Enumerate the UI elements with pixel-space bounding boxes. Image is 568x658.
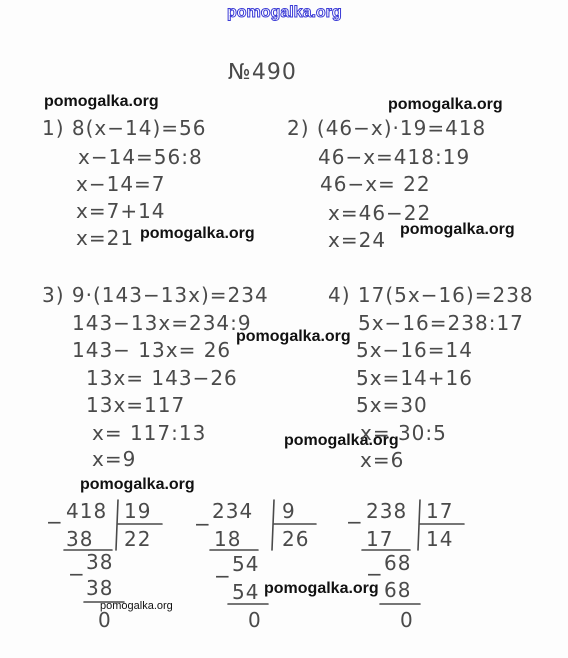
division-1-subtrahend: 38 xyxy=(86,576,114,600)
problem-3-step: 13x=117 xyxy=(86,393,186,417)
problem-3-step: x= 117:13 xyxy=(92,421,207,445)
division-3-subtrahend: 17 xyxy=(366,527,394,551)
division-3-remainder: 68 xyxy=(384,551,412,575)
division-1-quotient: 22 xyxy=(124,527,152,551)
division-2-remainder: 54 xyxy=(232,552,260,576)
division-2-subtrahend: 54 xyxy=(232,580,260,604)
problem-4-answer: x=6 xyxy=(360,448,405,472)
problem-3-answer: x=9 xyxy=(92,447,137,471)
division-1-result: 0 xyxy=(98,608,112,632)
watermark: pomogalka.org xyxy=(400,221,515,238)
division-1-divisor: 19 xyxy=(124,499,152,523)
watermark-small: pomogalka.org xyxy=(100,600,173,612)
watermark-top[interactable]: pomogalka.org xyxy=(227,4,342,21)
problem-1-step: x=7+14 xyxy=(76,199,166,223)
division-3-minus: − xyxy=(366,562,384,586)
watermark: pomogalka.org xyxy=(44,93,159,110)
division-2-divisor: 9 xyxy=(282,499,296,523)
division-3-result: 0 xyxy=(400,608,414,632)
problem-1-step: x−14=7 xyxy=(76,172,166,196)
division-3-subtrahend: 68 xyxy=(384,578,412,602)
division-2-minus: − xyxy=(214,564,232,588)
division-1-remainder: 38 xyxy=(86,550,114,574)
division-3-quotient: 14 xyxy=(426,527,454,551)
problem-2-step: 46−x= 22 xyxy=(320,172,431,196)
problem-4-equation: 4) 17(5x−16)=238 xyxy=(328,283,534,307)
division-2-minus: − xyxy=(194,512,212,536)
division-3-dividend: 238 xyxy=(366,499,408,523)
watermark: pomogalka.org xyxy=(236,328,351,345)
division-1-dividend: 418 xyxy=(66,499,108,523)
problem-4-step: 5x=14+16 xyxy=(356,366,473,390)
problem-1-step: x−14=56:8 xyxy=(78,145,203,169)
problem-2-step: x=46−22 xyxy=(328,201,432,225)
problem-4-step: 5x=30 xyxy=(356,393,428,417)
division-1-minus: − xyxy=(68,562,86,586)
problem-3-step: 13x= 143−26 xyxy=(86,366,238,390)
division-1-subtrahend: 38 xyxy=(66,527,94,551)
division-2-quotient: 26 xyxy=(282,527,310,551)
watermark: pomogalka.org xyxy=(264,580,379,597)
division-2-subtrahend: 18 xyxy=(214,527,242,551)
problem-2-answer: x=24 xyxy=(328,228,387,252)
watermark: pomogalka.org xyxy=(388,96,503,113)
division-2-dividend: 234 xyxy=(212,499,254,523)
problem-2-equation: 2) (46−x)·19=418 xyxy=(287,116,487,140)
watermark: pomogalka.org xyxy=(140,225,255,242)
problem-4-step: 5x−16=238:17 xyxy=(358,311,524,335)
division-2-result: 0 xyxy=(248,608,262,632)
watermark: pomogalka.org xyxy=(284,432,399,449)
problem-3-step: 143−13x=234:9 xyxy=(72,311,252,335)
problem-3-equation: 3) 9·(143−13x)=234 xyxy=(42,283,269,307)
division-1-minus: − xyxy=(46,510,64,534)
problem-1-equation: 1) 8(x−14)=56 xyxy=(42,116,207,140)
problem-4-step: 5x−16=14 xyxy=(356,338,473,362)
problem-4-step: x= 30:5 xyxy=(360,421,447,445)
problem-1-answer: x=21 xyxy=(76,226,135,250)
division-3-divisor: 17 xyxy=(426,499,454,523)
division-3-minus: − xyxy=(346,510,364,534)
problem-2-step: 46−x=418:19 xyxy=(318,145,471,169)
problem-3-step: 143− 13x= 26 xyxy=(72,338,232,362)
watermark: pomogalka.org xyxy=(80,476,195,493)
problem-number-title: №490 xyxy=(228,60,297,85)
